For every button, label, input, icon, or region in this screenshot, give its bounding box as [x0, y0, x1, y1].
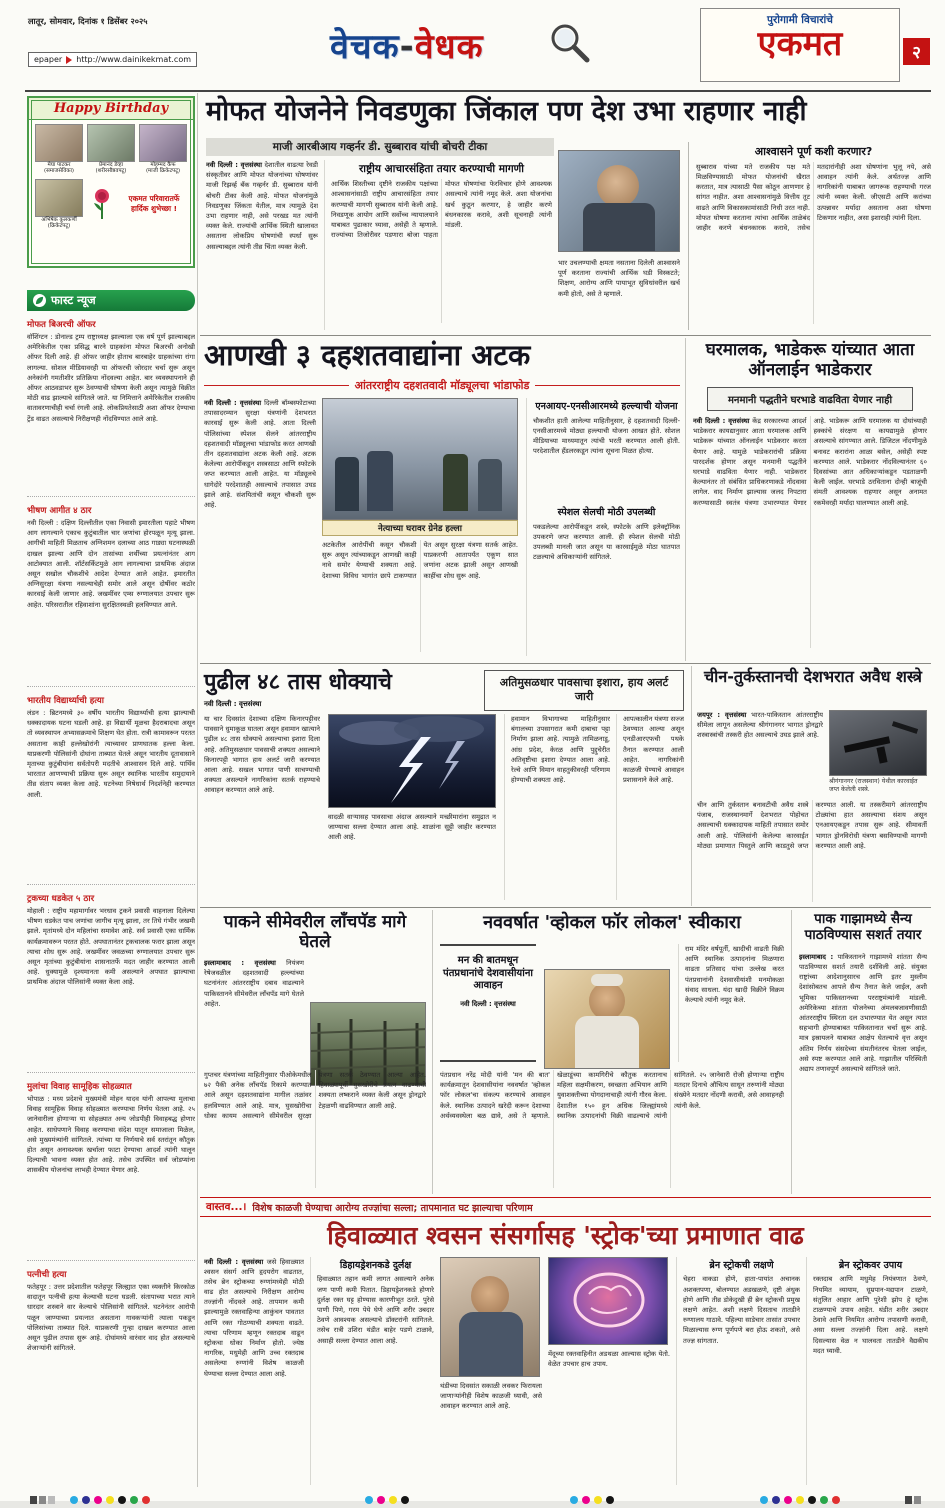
stroke-sec1 [310, 1257, 434, 1485]
fast-news [27, 290, 195, 1486]
date-line: लातूर, सोमवार, दिनांक १ डिसेंबर २०२५ [28, 16, 148, 26]
stroke-sec1-body: हिवाळ्यात तहान कमी लागत असल्याने अनेक जण पाणी कमी पितात. डिहायड्रेशनकडे होणारे दुर्लक्ष रक्त घट्ट होण्यास कारणीभूत ठरते. पुरेसे पाणी पिणे, गरम पेये घेणे आणि शरीर उबदार ठेवणे आवश्यक असल्याचे डॉक्टरांनी सांगितले. तसेच रात्री उशिरा थंडीत बाहेर पडणे टाळावे, असाही सल्ला देण्यात आला आहे. [317, 1275, 434, 1345]
birthday-name: प्रेमानंद डेव्हा [99, 162, 123, 168]
sidebar-divider [197, 93, 198, 1487]
launchpad-dateline: इस्लामाबाद : वृत्तसंस्था [204, 959, 276, 967]
epaper-link[interactable] [28, 52, 197, 67]
lead-col1 [206, 160, 318, 330]
registration-dot-group [760, 1489, 844, 1508]
mankibaat-col1: राम मंदिर वर्षपूर्ती, खादीची वाढती विक्री आणि स्थानिक उत्पादनांना मिळणारा वाढता प्रतिसाद यांचा उल्लेख करत पंतप्रधानांनी देशवासीयांशी मनमोकळा संवाद साधला. यंदा खादी विक्रीने विक्रम केल्याचे त्यांनी नमूद केले. [678, 944, 784, 1062]
stroke-dateline: नवी दिल्ली : वृत्तसंस्था [204, 1257, 264, 1266]
fast-news-title: फास्ट न्यूज [51, 293, 96, 307]
stroke-sec2-body: चेहरा वाकडा होणे, हाता-पायांत अचानक अशक्तपणा, बोलण्यात अडखळणे, दृष्टी अंधुक होणे आणि तीव्र डोकेदुखी ही ब्रेन स्ट्रोकची प्रमुख लक्षणे आहेत. अशी लक्षणे दिसताच तातडीने रुग्णालय गाठावे. पहिल्या साडेचार तासांत उपचार मिळाल्यास रुग्ण पूर्णपणे बरा होऊ शकतो, असे तज्ज्ञ सांगतात. [683, 1275, 800, 1345]
divider [200, 335, 931, 336]
launchpad-headline: पाकने सीमेवरील लाँचपॅड मागे घेतले [223, 912, 407, 953]
divider [27, 1072, 195, 1073]
fast-news-item [27, 1268, 195, 1412]
weather-col4: आपत्कालीन यंत्रणा सज्ज ठेवण्यात आल्या असून एनडीआरएफची पथके तैनात करण्यात आली आहेत. नागरिकांनी काळजी घेण्याचे आवाहन प्रशासनाने केले आहे. [616, 714, 684, 900]
play-icon [66, 56, 72, 64]
divider [27, 884, 195, 885]
lead-subhead: माजी आरबीआय गव्हर्नर डी. सुब्बाराव यांची बोचरी टीका [206, 138, 554, 156]
paper-nameplate [700, 8, 900, 82]
stroke-kicker-text: विशेष काळजी घेण्याचा आरोग्य तज्ज्ञांचा सल्ला; तापमानात घट झाल्याचा परिणाम [252, 1202, 533, 1214]
article-stroke [200, 1197, 931, 1489]
article-gaza [795, 910, 931, 1194]
birthday-name: अभिषेक कुलकर्णी [41, 216, 77, 223]
weapons-photo-block [829, 710, 927, 794]
terror-headline: आणखी ३ दहशतवाद्यांना अटक [204, 338, 531, 372]
weather-alert-box: अतिमुसळधार पावसाचा इशारा, हाय अलर्ट जारी [484, 670, 684, 711]
rent-headline: घरमालक, भाडेकरू यांच्यात आता ऑनलाईन भाडेकरार [705, 340, 915, 381]
birthday-name: मोहम्मद कैफ [150, 162, 176, 168]
divider [432, 910, 433, 1194]
divider [691, 666, 692, 906]
lead-side-box-body: सुब्बाराव यांच्या मते राजकीय पक्ष मते मिळविण्यासाठी मोफत योजनांची खैरात करतात, मात्र त्यासाठी पैसा कोठून आणणार हे सांगत नाहीत. अशा आश्वासनांमुळे वित्तीय तूट वाढते आणि विकासकामांसाठी निधी उरत नाही. मोफत घोषणा करताना त्यांचा आर्थिक ताळेबंद जाहीर करणे बंधनकारक करावे, तसेच मतदारांनीही अशा घोषणांना भुलू नये, असे आवाहन त्यांनी केले. अर्थतज्ज्ञ आणि नागरिकांनी याबाबत जागरूक राहण्याची गरज त्यांनी व्यक्त केली. जीएसटी आणि करांच्या उत्पन्नावर मर्यादा असताना अशा घोषणा टिकणार नाहीत, असा इशाराही त्यांनी दिला. [696, 162, 931, 232]
divider [685, 338, 686, 661]
lead-headline: मोफत योजनेने निवडणुका जिंकाल पण देश उभा राहणार नाही [206, 96, 807, 127]
terror-inset2-head: स्पेशल सेलची मोठी उपलब्धी [557, 506, 656, 518]
article-terror [200, 338, 684, 661]
brain-scan-photo [548, 1257, 668, 1345]
fast-news-header [27, 290, 195, 311]
terror-photo-block [322, 398, 518, 652]
fast-news-item-title: भारतीय विद्यार्थ्याची हत्या [27, 696, 104, 706]
terror-photo-caption: नेत्याच्या घरावर ग्रेनेड हल्ला [322, 520, 518, 536]
stroke-col1-text: जसे हिवाळ्यात श्वसन संसर्ग आणि हृदयरोग वाढतात, तसेच ब्रेन स्ट्रोकच्या रुग्णांमध्येही मोठी वाढ होत असल्याचे निरीक्षण आरोग्य तज्ज्ञांनी नोंदवले आहे. तापमान कमी झाल्यामुळे रक्तवाहिन्या आकुंचन पावतात आणि रक्त गोठण्याची शक्यता वाढते. त्याचा परिणाम म्हणून रक्तदाब वाढून स्ट्रोकचा धोका निर्माण होतो. ज्येष्ठ नागरिक, मधुमेही आणि उच्च रक्तदाब असलेल्या रुग्णांनी विशेष काळजी घेण्याचा सल्ला देण्यात आला आहे. [204, 1257, 304, 1378]
launchpad-col1-text: नियंत्रण रेषेजवळील दहशतवादी हल्ल्यांच्या घटनांनंतर आंतरराष्ट्रीय दबाव वाढल्याने पाकिस्तानने सीमेवरील लाँचपॅड मागे घेतले आहेत. [204, 959, 304, 1008]
weapons-body: चीन आणि तुर्कस्तान बनावटीची अवैध शस्त्रे पंजाब, राजस्थानमार्गे देशभरात पोहोचत असल्याची धक्कादायक माहिती तपासात समोर आली आहे. पोलिसांनी केलेल्या कारवाईत मोठ्या प्रमाणात पिस्तुले आणि काडतुसे जप्त करण्यात आली. या तस्करीमागे आंतरराष्ट्रीय टोळ्यांचा हात असल्याचा संशय असून एनआयएकडून तपास सुरू आहे. सीमावर्ती भागात ड्रोनविरोधी यंत्रणा बसविण्याची मागणी करण्यात आली आहे. [697, 801, 927, 850]
article-launchpad [200, 910, 430, 1194]
birthday-photo [139, 124, 187, 162]
fast-news-item-title: मोफत बिअरची ऑफर [27, 320, 96, 330]
lead-col2: भार उचलण्याची क्षमता नसताना दिलेली आश्वासने पूर्ण करताना राज्यांची आर्थिक घडी विस्कटते; शिक्षण, आरोग्य आणि पायाभूत सुविधांवरील खर्च कमी होतो, असे ते म्हणाले. [558, 259, 680, 298]
website-url[interactable]: http://www.dainikekmat.com [76, 55, 192, 64]
birthday-name: मेघा पाटकर [47, 162, 71, 168]
section-title-vechak: वेचक [330, 27, 400, 67]
birthday-photo [35, 124, 83, 162]
fast-news-item-title: मुलांचा विवाह सामूहिक सोहळ्यात [27, 1082, 132, 1092]
divider [27, 496, 195, 497]
article-weapons [695, 666, 931, 906]
terror-col1-text: दिल्ली बॉम्बस्फोटाच्या तपासादरम्यान सुरक्षा यंत्रणांनी देशभरात कारवाई सुरू केली आहे. आता दिल्ली पोलिसांच्या स्पेशल सेलने आंतरराष्ट्रीय दहशतवादी मॉड्यूलचा भांडाफोड करत आणखी तीन दहशतवाद्यांना अटक केली आहे. अटक केलेल्या आरोपींकडून शस्त्रसाठा आणि स्फोटके जप्त करण्यात आली आहेत. या मॉड्यूलचे धागेदोरे परदेशातही असल्याचे तपासात उघड झाले आहे. संशयितांची कसून चौकशी सुरू आहे. [204, 399, 316, 509]
masthead [0, 0, 945, 90]
terror-below-photo: अटकेतील आरोपींची कसून चौकशी सुरू असून त्यांच्याकडून आणखी काही नावे समोर येण्याची शक्यता आहे. देशाच्या विविध भागांत छापे टाकण्यात येत असून सुरक्षा यंत्रणा सतर्क आहेत. याप्रकरणी आतापर्यंत एकूण सात जणांना अटक झाली असून आणखी काहींचा शोध सुरू आहे. [322, 541, 518, 580]
lead-dateline: नवी दिल्ली : वृत्तसंस्था [206, 161, 262, 169]
paper-tagline: पुरोगामी विचारांचे [767, 14, 833, 26]
fast-news-item-body: वॉशिंग्टन : डोनाल्ड ट्रम्प राष्ट्राध्यक्ष झाल्याला एक वर्ष पूर्ण झाल्याबद्दल अमेरिकेतील एका प्रसिद्ध बारने ग्राहकांना मोफत बिअरची अनोखी ऑफर दिली आहे. ही ऑफर जाहीर होताच बारबाहेर ग्राहकांच्या रांगा लागल्या. सोशल मीडियावरही या ऑफरची जोरदार चर्चा सुरू असून अनेकांनी गमतीशीर प्रतिक्रिया नोंदवल्या आहेत. बार व्यवस्थापनाने ही ऑफर आठवडाभर सुरू ठेवण्याची घोषणा केली असून त्यामुळे विक्रीत मोठी वाढ झाल्याचे सांगितले जाते. या निमित्ताने अमेरिकेतील राजकीय वातावरणाचीही चर्चा रंगली आहे. लोकप्रियतेसाठी अशा ऑफर देण्याचा ट्रेंड वाढत असल्याचे निरीक्षणही नोंदविण्यात आले आहे. [27, 333, 195, 423]
divider [27, 1260, 195, 1261]
modi-photo [544, 969, 670, 1069]
stroke-photo2-block [548, 1257, 670, 1485]
rent-body-text: केंद्र सरकारच्या आदर्श भाडेकरार कायद्यानुसार आता घरमालक आणि भाडेकरू यांच्यात ऑनलाईन भाडेकरार करता येणार आहे. यामुळे भाडेकरारांची प्रक्रिया पारदर्शक होणार असून मनमानी पद्धतीने घरभाडे वाढविता येणार नाही. भाडेकरार केल्यानंतर तो संबंधित प्राधिकरणाकडे नोंदवावा लागेल. वाद निर्माण झाल्यास जलद निपटारा करण्यासाठी स्वतंत्र यंत्रणा उभारण्यात येणार आहे. भाडेकरू आणि घरमालक या दोघांच्याही हक्कांचे संरक्षण या कायद्यामुळे होणार असल्याचे सांगण्यात आले. डिजिटल नोंदणीमुळे बनावट करारांना आळा बसेल, असेही स्पष्ट करण्यात आले. भाडेकरार नोंदविल्यानंतर ६० दिवसांच्या आत अधिकाऱ्यांकडून पडताळणी केली जाईल. घरभाडे ठरविताना दोन्ही बाजूंची संमती आवश्यक राहणार असून अनामत रकमेवरही मर्यादा घालण्यात आली आहे. [693, 417, 927, 507]
weather-dateline: नवी दिल्ली : वृत्तसंस्था [204, 700, 262, 708]
fast-news-item-body: भोपाळ : मध्य प्रदेशचे मुख्यमंत्री मोहन यादव यांनी आपल्या मुलाचा विवाह सामूहिक विवाह सोहळ्यात करण्याचा निर्णय घेतला आहे. २५ जानेवारीला होणाऱ्या या सोहळ्यात अन्य जोडपीही विवाहबद्ध होणार आहेत. साधेपणाने विवाह करण्याचा संदेश यातून समाजाला मिळेल, असे मुख्यमंत्र्यांनी सांगितले. त्यांच्या या निर्णयाचे सर्व स्तरांतून कौतुक होत असून अनावश्यक खर्चाला फाटा देण्याचा आदर्श त्यांनी घालून दिल्याची भावना व्यक्त होत आहे. तसेच उपस्थित सर्व जोडप्यांना शासकीय योजनांचा लाभही देण्यात येणार आहे. [27, 1095, 195, 1175]
fast-news-item [27, 318, 195, 497]
article-rent [689, 338, 931, 661]
birthday-photo [87, 124, 135, 162]
page-number: २ [903, 38, 930, 65]
flower-icon [89, 187, 115, 221]
terror-dateline: नवी दिल्ली : वृत्तसंस्था [204, 399, 262, 407]
birthday-role: (क्रिकेटपटू) [47, 223, 71, 230]
registration-marks [0, 1489, 945, 1499]
divider [200, 907, 931, 908]
lead-side-box [688, 142, 931, 330]
subbarao-photo [558, 150, 680, 252]
sick-man-photo [440, 1257, 540, 1377]
launchpad-body: गुप्तचर यंत्रणांच्या माहितीनुसार पीओकेमधील ७२ पैकी अनेक लाँचपॅड रिकामे करण्यात आले असून दहशतवाद्यांना मागील तळांवर हलविण्यात आले आहे. मात्र, घुसखोरीचा धोका कायम असल्याने सीमेवरील सुरक्षा यंत्रणा सतर्क ठेवण्यात आल्या आहेत. हिवाळ्यापूर्वी घुसखोरीचे प्रयत्न वाढण्याची शक्यता लष्कराने व्यक्त केली असून ड्रोनद्वारे टेहळणी वाढविण्यात आली आहे. [204, 1071, 426, 1120]
fast-news-item-title: ट्रकच्या धडकेत ५ ठार [27, 894, 95, 904]
weapons-col1 [697, 710, 823, 796]
mankibaat-inset [440, 944, 536, 1062]
terror-photo [322, 398, 518, 520]
fast-news-item-body: नवी दिल्ली : दक्षिण दिल्लीतील एका निवासी इमारतीला पहाटे भीषण आग लागल्याने एकाच कुटुंबातील चार जणांचा होरपळून मृत्यू झाला. आगीची माहिती मिळताच अग्निशमन दलाच्या आठ गाड्या घटनास्थळी दाखल झाल्या आणि दोन तासांच्या शर्थीच्या प्रयत्नांनंतर आग आटोक्यात आली. शॉर्टसर्किटमुळे आग लागल्याचा प्राथमिक अंदाज असून सखोल चौकशीचे आदेश देण्यात आले आहेत. इमारतीत अग्निसुरक्षा यंत्रणा नसल्याचेही समोर आले असून दोषींवर कठोर कारवाई केली जाणार आहे. जखमींवर एम्स रुग्णालयात उपचार सुरू आहेत. परिसरातील रहिवाशांना सुरक्षितस्थळी हलविण्यात आले. [27, 519, 195, 609]
gaza-body-text: पाकिस्तानने गाझामध्ये शांतता सैन्य पाठविण्यास सशर्त तयारी दर्शविली आहे. संयुक्त राष्ट्रांच्या आदेशानुसारच आणि इतर मुस्लीम देशांसोबतच आपले सैन्य तैनात केले जाईल, अशी भूमिका पाकिस्तानच्या परराष्ट्रमंत्र्यांनी मांडली. अमेरिकेच्या शांतता योजनेच्या अंमलबजावणीसाठी आंतरराष्ट्रीय स्थिरता दल उभारण्यात येत असून त्यात सहभागी होण्याबाबत पाकिस्तानात चर्चा सुरू आहे. मात्र इस्रायलने याबाबत आक्षेप घेतल्याचे वृत्त असून अंतिम निर्णय संसदेच्या संमतीनंतरच घेतला जाईल, असे स्पष्ट करण्यात आले आहे. गाझातील परिस्थिती अद्याप तणावपूर्ण असल्याचे सांगितले जाते. [799, 952, 927, 1073]
registration-dot-group [570, 1489, 618, 1508]
section-title-vedhak: वेधक [414, 27, 484, 67]
launchpad-col1 [204, 958, 304, 1062]
divider [200, 663, 931, 664]
mankibaat-dateline: नवी दिल्ली : वृत्तसंस्था [460, 999, 516, 1008]
weather-col1: या चार दिवसांत देशाच्या दक्षिण किनारपट्टीवर पावसाने धुमाकूळ घातला असून हवामान खात्याने पुढील ४८ तास धोक्याचे असल्याचा इशारा दिला आहे. अतिमुसळधार पावसाची शक्यता असल्याने किनारपट्टी भागात हाय अलर्ट जारी करण्यात आला आहे. सखल भागात पाणी साचण्याची शक्यता असल्याने नागरिकांना सतर्क राहण्याचे आवाहन करण्यात आले आहे. [204, 715, 320, 795]
fast-news-item-body: लंडन : ब्रिटनमध्ये ३० वर्षीय भारतीय विद्यार्थ्याची हत्या झाल्याची धक्कादायक घटना घडली आहे. हा विद्यार्थी मूळचा हैदराबादचा असून तो व्यवस्थापन अभ्यासक्रमाचे शिक्षण घेत होता. रात्री कामावरून परतत असताना काही हल्लेखोरांनी त्याच्यावर प्राणघातक हल्ला केला. याप्रकरणी पोलिसांनी दोघांना ताब्यात घेतले असून भारतीय दूतावासाने मृताच्या कुटुंबीयांना सर्वतोपरी मदतीचे आश्वासन दिले आहे. पार्थिव भारतात आणण्याची प्रक्रिया सुरू असून स्थानिक भारतीय समुदायाने तीव्र संताप व्यक्त केला आहे. घटनेच्या निषेधार्थ निदर्शनेही करण्यात आली. [27, 709, 195, 799]
birthday-person [35, 179, 83, 230]
registration-dot-group [70, 1489, 154, 1508]
stroke-sec3-head: ब्रेन स्ट्रोकवर उपाय [838, 1259, 903, 1271]
terror-col1 [204, 398, 316, 656]
lead-side-box-headline: आश्वासने पूर्ण कशी करणार? [754, 145, 873, 158]
gaza-headline: पाक गाझामध्ये सैन्य पाठविण्यास सशर्त तयार [804, 911, 922, 943]
fast-news-item-title: पत्नीची हत्या [27, 1270, 67, 1280]
weapons-photo [829, 710, 927, 776]
birthday-title: Happy Birthday [29, 98, 193, 120]
section-title-dash: - [399, 27, 415, 67]
stroke-kicker-label: वास्तव...। [206, 1201, 247, 1213]
stroke-photo1-block [440, 1257, 542, 1485]
fast-news-item [27, 1080, 195, 1261]
stroke-headline: हिवाळ्यात श्वसन संसर्गासह 'स्ट्रोक'च्या प्रमाणात वाढ [327, 1221, 804, 1250]
birthday-person [35, 124, 83, 175]
gaza-dateline: इस्लामाबाद : [799, 952, 834, 961]
weapons-dateline: जयपूर : वृत्तसंस्था [697, 711, 747, 719]
mankibaat-headline: नववर्षात 'व्होकल फॉर लोकल' स्वीकारा [483, 912, 741, 933]
magnifier-icon [545, 18, 593, 66]
fast-news-item-body: मोहाली : राष्ट्रीय महामार्गावर भरधाव ट्रकने प्रवासी वाहनाला दिलेल्या भीषण धडकेत पाच जणांचा जागीच मृत्यू झाला, तर तिघे गंभीर जखमी झाले. मृतांमध्ये दोन महिलांचा समावेश आहे. सर्व प्रवासी एका धार्मिक कार्यक्रमावरून परतत होते. अपघातानंतर ट्रकचालक फरार झाला असून त्याचा शोध सुरू आहे. जखमींवर जवळच्या रुग्णालयात उपचार सुरू असून मृतांच्या कुटुंबीयांना शासनातर्फे मदत जाहीर करण्यात आली आहे. धुक्यामुळे दृश्यमानता कमी असल्याने अपघात झाल्याचा प्राथमिक अंदाज पोलिसांनी व्यक्त केला आहे. [27, 907, 195, 987]
terror-inset1-head: एनआयए-एनसीआरमध्ये हल्ल्याची योजना [535, 401, 678, 412]
terror-inset2-body: पकडलेल्या आरोपींकडून शस्त्रे, स्फोटके आणि इलेक्ट्रॉनिक उपकरणे जप्त करण्यात आली. ही स्पेशल सेलची मोठी उपलब्धी मानली जात असून या कारवाईमुळे मोठा घातपात टळल्याचे अधिकाऱ्यांनी सांगितले. [533, 522, 680, 562]
rent-body [693, 416, 927, 648]
registration-dot-group [365, 1489, 413, 1508]
terror-subhead [204, 378, 680, 393]
weather-headline: पुढील ४८ तास धोक्याचे [204, 670, 392, 695]
birthday-box [27, 96, 195, 268]
birthday-greeting: एकमत परिवारातर्फे हार्दिक शुभेच्छा ! [128, 194, 180, 214]
stroke-sec3-body: रक्तदाब आणि मधुमेह नियंत्रणात ठेवणे, नियमित व्यायाम, धूम्रपान-मद्यपान टाळणे, संतुलित आहार आणि पुरेशी झोप हे स्ट्रोक टाळण्याचे उपाय आहेत. थंडीत शरीर उबदार ठेवावे आणि नियमित आरोग्य तपासणी करावी, असा सल्ला तज्ज्ञांनी दिला आहे. लक्षणे दिसल्यास वेळ न घालवता तातडीने वैद्यकीय मदत घ्यावी. [813, 1275, 928, 1355]
stroke-below-photo1: थंडीच्या दिवसांत सकाळी लवकर फिरायला जाणाऱ्यांनीही विशेष काळजी घ्यावी, असे आवाहन करण्यात आले आहे. [440, 1381, 542, 1410]
fast-news-item [27, 504, 195, 687]
article-lead [200, 92, 931, 334]
fast-news-item [27, 892, 195, 1073]
weather-below-photo: वादळी वाऱ्यासह पावसाचा अंदाज असल्याने मच्छीमारांना समुद्रात न जाण्याचा सल्ला देण्यात आला आहे. शाळांना सुट्टी जाहीर करण्यात आली आहे. [328, 813, 496, 842]
mankibaat-body: पंतप्रधान नरेंद्र मोदी यांनी 'मन की बात' कार्यक्रमातून देशवासीयांना नववर्षात 'व्होकल फॉर लोकल'चा संकल्प करण्याचे आवाहन केले. स्थानिक उत्पादने खरेदी करून देशाच्या अर्थव्यवस्थेला बळ द्यावे, असे ते म्हणाले. खेळाडूंच्या कामगिरीचे कौतुक करतानाच महिला सक्षमीकरण, स्वच्छता अभियान आणि युवाशक्तीच्या योगदानाचाही त्यांनी गौरव केला. देशातील १५० हून अधिक जिल्ह्यांमध्ये स्थानिक उत्पादनांची विक्री वाढल्याचे त्यांनी सांगितले. २५ जानेवारी रोजी होणाऱ्या राष्ट्रीय मतदार दिनाचे औचित्य साधून तरुणांनी मोठ्या संख्येने मतदार नोंदणी करावी, असे आवाहनही त्यांनी केले. [440, 1071, 784, 1120]
lead-col1-text: देशातील वाढत्या रेवडी संस्कृतीवर आणि मोफत योजनांच्या घोषणांवर माजी रिझर्व्ह बँक गव्हर्नर डी. सुब्बाराव यांनी बोचरी टीका केली आहे. मोफत योजनांमुळे निवडणुका जिंकता येतील, मात्र त्यामुळे देश उभा राहणार नाही, असे परखड मत त्यांनी व्यक्त केले. राज्यांची आर्थिक स्थिती खालावत असताना लोकप्रिय घोषणांची स्पर्धा सुरू असल्याबद्दल त्यांनी तीव्र चिंता व्यक्त केली. [206, 161, 318, 251]
mankibaat-inset-head: मन की बातमधून पंतप्रधानांचे देशवासीयांना आवाहन [443, 955, 533, 991]
lead-sub-article-body: आर्थिक शिस्तीच्या दृष्टीने राजकीय पक्षांच्या आश्वासनांसाठी राष्ट्रीय आचारसंहिता तयार करण्याची मागणी सुब्बाराव यांनी केली आहे. निवडणूक आयोग आणि सर्वोच्च न्यायालयाने याबाबत पुढाकार घ्यावा, असेही ते म्हणाले. राज्यांच्या तिजोरीवर पडणारा बोजा पाहता मोफत घोषणांचा फेरविचार होणे आवश्यक असल्याचे त्यांनी नमूद केले. अशा योजनांचा खर्च कुठून करणार, हे जाहीर करणे बंधनकारक करावे, अशी सूचनाही त्यांनी मांडली. [331, 180, 552, 240]
weapons-headline: चीन-तुर्कस्तानची देशभरात अवैध शस्त्रे [704, 667, 922, 686]
rent-subhead: मनमानी पद्धतीने घरभाडे वाढविता येणार नाही [707, 387, 913, 411]
weapons-photo-caption: श्रीगंगानगर (राजस्थान) येथील कारवाईत जप्त केलेली शस्त्रे. [829, 778, 918, 794]
stroke-kicker [200, 1197, 931, 1217]
terror-subhead-text: आंतरराष्ट्रीय दहशतवादी मॉड्यूलचा भांडाफोड [354, 379, 530, 392]
terror-right-col [526, 398, 680, 656]
stroke-col1 [204, 1257, 304, 1485]
stroke-sec2 [676, 1257, 800, 1485]
weapons-col1-text: भारत-पाकिस्तान आंतरराष्ट्रीय सीमेला लागून असलेल्या श्रीगंगानगर भागात ड्रोनद्वारे शस्त्रास्त्रांची तस्करी होत असल्याचे उघड झाले आहे. [697, 711, 823, 740]
birthday-person [87, 124, 135, 175]
fast-news-item [27, 694, 195, 885]
stroke-sec1-head: डिहायड्रेशनकडे दुर्लक्ष [339, 1259, 412, 1271]
birthday-person [139, 124, 187, 175]
epaper-label: epaper [34, 55, 63, 64]
weather-photo-block [328, 714, 496, 900]
gaza-body [799, 952, 927, 1170]
birthday-role: (समाजसेविका) [43, 168, 75, 175]
registration-bars [905, 1489, 923, 1508]
terror-inset1-body: चौकशीत हाती आलेल्या माहितीनुसार, हे दहशतवादी दिल्ली-एनसीआरमध्ये मोठ्या हल्ल्याची योजना आखत होते. सोशल मीडियाच्या माध्यमातून त्यांची भरती करण्यात आली होती. परदेशातील हँडलरकडून त्यांना सूचना मिळत होत्या. [533, 416, 680, 456]
registration-bars [30, 1489, 57, 1508]
birthday-photo [35, 179, 83, 217]
divider [791, 910, 792, 1194]
stroke-below-photo2: मेंदूच्या रक्तवाहिनीत अडथळा आल्यास स्ट्रोक येतो. वेळेत उपचार हाच उपाय. [548, 1349, 670, 1368]
birthday-role: (शरीरसौष्ठवपटू) [95, 168, 127, 175]
section-title [330, 22, 484, 68]
birthday-role: (माजी क्रिकेटपटू) [145, 168, 181, 175]
fast-news-item-body: फतेहपूर : उत्तर प्रदेशातील फतेहपूर जिल्ह्यात एका व्यक्तीने किरकोळ वादातून पत्नीची हत्या केल्याची घटना घडली. संतापाच्या भरात त्याने धारदार शस्त्राने वार केल्याचे पोलिसांनी सांगितले. घटनेनंतर आरोपी पळून जाण्याच्या प्रयत्नात असताना गावकऱ्यांनी त्याला पकडून पोलिसांच्या ताब्यात दिले. याप्रकरणी गुन्हा दाखल करण्यात आला असून पुढील तपास सुरू आहे. दोघांमध्ये वारंवार वाद होत असल्याचे शेजाऱ्यांनी सांगितले. [27, 1283, 195, 1353]
leaf-icon [33, 294, 46, 307]
article-weather [200, 666, 689, 906]
paper-name: एकमत [757, 24, 843, 64]
fast-news-item-title: भीषण आगीत ४ ठार [27, 506, 92, 516]
stroke-sec3 [806, 1257, 928, 1485]
rent-dateline: नवी दिल्ली : वृत्तसंस्था [693, 417, 750, 426]
lead-sub-article [324, 160, 552, 330]
stroke-sec2-head: ब्रेन स्ट्रोकची लक्षणे [709, 1259, 774, 1271]
storm-photo [328, 714, 496, 808]
lead-sub-article-headline: राष्ट्रीय आचारसंहिता तयार करण्याची मागणी [359, 163, 524, 175]
weather-col3: हवामान विभागाच्या माहितीनुसार बंगालच्या उपसागरात कमी दाबाचा पट्टा निर्माण झाला आहे. त्यामुळे तामिळनाडू, आंध्र प्रदेश, केरळ आणि पुद्दुचेरीत अतिवृष्टीचा इशारा देण्यात आला आहे. रेल्वे आणि विमान वाहतुकीवरही परिणाम होण्याची शक्यता आहे. [504, 714, 610, 900]
article-mankibaat [436, 910, 788, 1194]
divider [27, 686, 195, 687]
